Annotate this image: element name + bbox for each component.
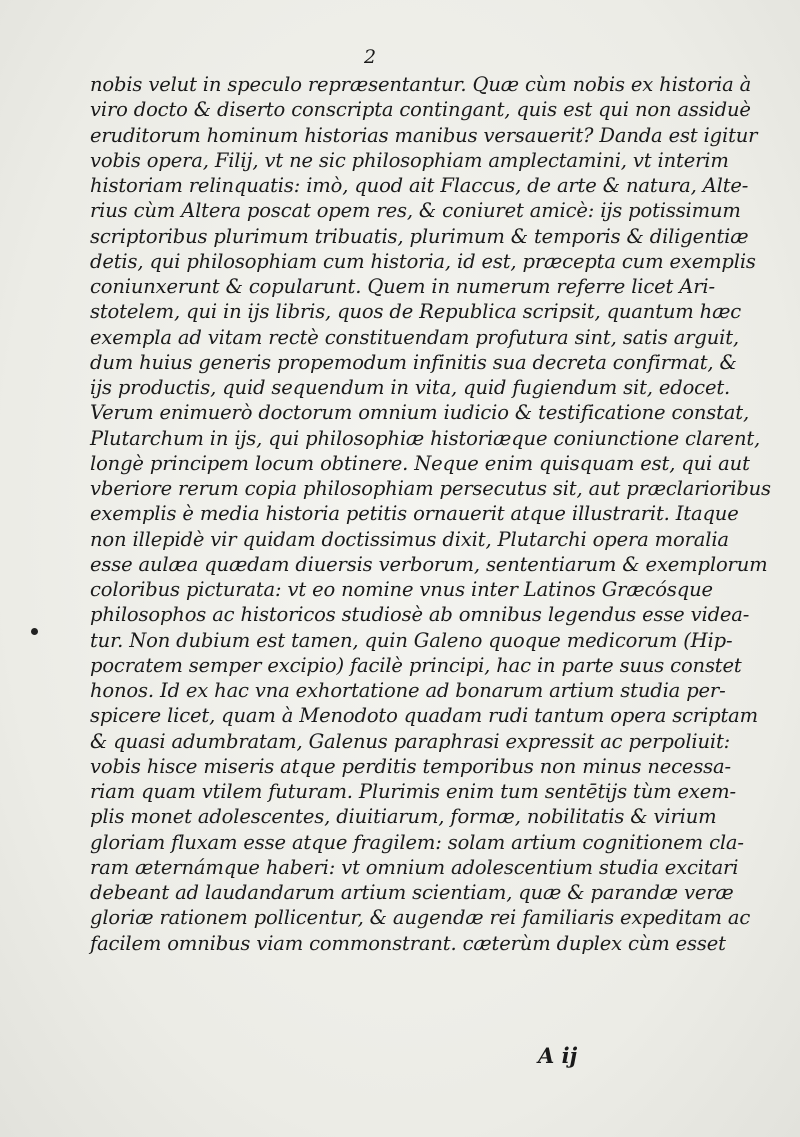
text-line: dum huius generis propemodum infinitis sua decreta confirmat, & [90,350,737,374]
text-line: coniunxerunt & copularunt. Quem in numerum referre licet Ari- [90,275,715,298]
body-text [90,72,771,956]
text-line: longè principem locum obtinere. Neque enim quisquam est, qui aut [90,451,750,475]
signature-mark: A ij [538,1043,578,1068]
text-line: vobis hisce miseris atque perditis temporibus non minus necessa- [90,754,731,778]
text-line: coloribus picturata: vt eo nomine vnus inter Latinos Græcósque [90,578,713,601]
text-line: eruditorum hominum historias manibus versauerit? Danda est igitur [90,123,758,147]
text-line: vberiore rerum copia philosophiam persecutus sit, aut præclarioribus [90,477,771,500]
text-line: plis monet adolescentes, diuitiarum, formæ, nobilitatis & virium [90,805,717,829]
text-line: ijs productis, quid sequendum in vita, quid fugiendum sit, edocet. [90,376,731,399]
text-line: rius cùm Altera poscat opem res, & coniuret amicè: ijs potissimum [90,199,741,223]
text-line: Plutarchum in ijs, qui philosophiæ historiæque coniunctione clarent, [90,426,761,450]
text-line: vobis opera, Filij, vt ne sic philosophiam amplectamini, vt interim [90,148,729,172]
text-line: non illepidè vir quidam doctissimus dixit, Plutarchi opera moralia [90,527,729,551]
text-line: esse aulæa quædam diuersis verborum, sententiarum & exemplorum [90,552,768,576]
text-line: spicere licet, quam à Menodoto quadam rudi tantum opera scriptam [90,704,758,728]
text-line: stotelem, qui in ijs libris, quos de Republica scripsit, quantum hæc [90,300,742,324]
text-line: Verum enimuerò doctorum omnium iudicio & testificatione constat, [90,401,750,425]
text-line: detis, qui philosophiam cum historia, id est, præcepta cum exemplis [90,249,756,273]
text-line: tur. Non dubium est tamen, quin Galeno quoque medicorum (Hip- [90,628,733,652]
text-line: facilem omnibus viam commonstrant. cæterùm duplex cùm esset [90,931,726,955]
text-line: debeant ad laudandarum artium scientiam, quæ & parandæ veræ [90,881,734,904]
text-line: riam quam vtilem futuram. Plurimis enim tum sentētijs tùm exem- [90,780,736,803]
text-line: exempla ad vitam rectè constituendam profutura sint, satis arguit, [90,325,739,349]
text-line: honos. Id ex hac vna exhortatione ad bonarum artium studia per- [90,679,726,702]
page-number: 2 [363,46,377,68]
ink-spot [31,628,38,635]
text-line: & quasi adumbratam, Galenus paraphrasi expressit ac perpoliuit: [90,729,731,753]
text-line: scriptoribus plurimum tribuatis, plurimum & temporis & diligentiæ [90,224,749,248]
text-line: philosophos ac historicos studiosè ab omnibus legendus esse videa- [90,603,750,627]
text-line: ram æternámque haberi: vt omnium adolescentium studia excitari [90,855,739,879]
text-line: pocratem semper excipio) facilè principi, hac in parte suus constet [90,653,742,677]
text-line: historiam relinquatis: imò, quod ait Flaccus, de arte & natura, Alte- [90,174,749,197]
text-line: nobis velut in speculo repræsentantur. Quæ cùm nobis ex historia à [90,73,752,96]
text-line: gloriæ rationem pollicentur, & augendæ rei familiaris expeditam ac [90,906,751,930]
text-line: viro docto & diserto conscripta contingant, quis est qui non assiduè [90,98,751,122]
text-line: exemplis è media historia petitis ornauerit atque illustrarit. Itaque [90,502,739,526]
text-line: gloriam fluxam esse atque fragilem: solam artium cognitionem cla- [90,830,744,854]
